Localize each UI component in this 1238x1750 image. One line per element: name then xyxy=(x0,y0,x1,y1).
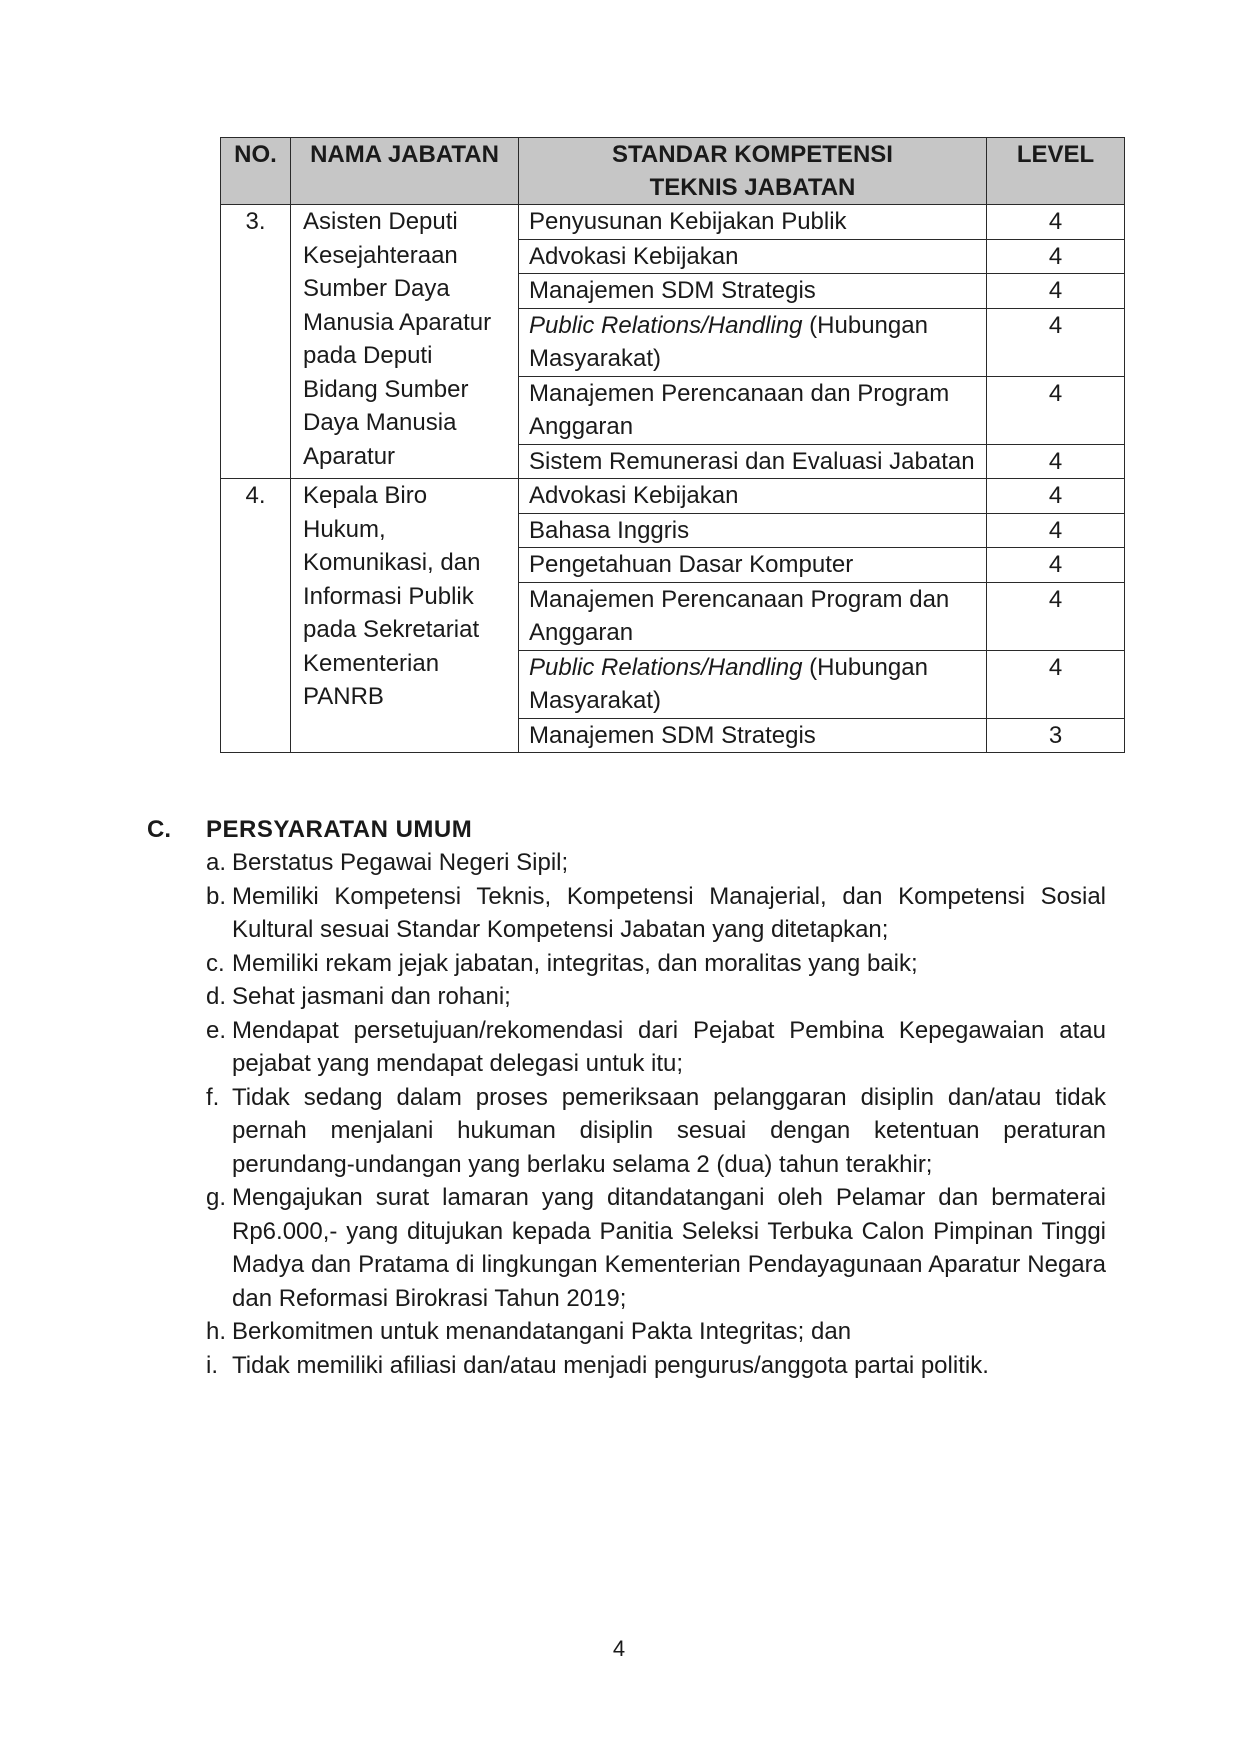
competency-level: 4 xyxy=(987,308,1125,376)
competency-standard xyxy=(519,479,987,514)
list-item-text: Memiliki rekam jejak jabatan, integritas, dan moralitas yang baik; xyxy=(232,949,918,977)
competency-standard xyxy=(519,548,987,583)
header-standar-line2: TEKNIS JABATAN xyxy=(649,174,856,201)
list-item-letter: i. xyxy=(206,1351,218,1379)
list-item-text: Berstatus Pegawai Negeri Sipil; xyxy=(232,849,569,876)
competency-text: Manajemen Perencanaan Program dan Anggaran xyxy=(529,585,950,646)
list-item-letter: f. xyxy=(206,1083,220,1111)
competency-text: Manajemen SDM Strategis xyxy=(529,721,816,749)
competency-standard xyxy=(519,582,987,650)
page-number: 4 xyxy=(612,1636,626,1661)
row-number: 4. xyxy=(221,479,291,753)
list-item-text: Tidak sedang dalam proses pemeriksaan pelanggaran disiplin dan/atau tidak pernah menjalani hukuman disiplin sesuai dengan ketentuan peraturan perundang-undangan yang berlaku selama 2 (dua) tahun terakhir; xyxy=(232,1083,1106,1178)
competency-standard xyxy=(519,376,987,444)
list-item-letter: d. xyxy=(206,983,227,1010)
list-item-letter: c. xyxy=(206,949,225,977)
list-item-text: Mengajukan surat lamaran yang ditandatangani oleh Pelamar dan bermaterai Rp6.000,- yang ditujukan kepada Panitia Seleksi Terbuka Calon Pimpinan Tinggi Madya dan Pratama di lingkungan Kementerian Pendayagunaan Aparatur Negara dan Reformasi Birokrasi Tahun 2019; xyxy=(232,1184,1106,1312)
competency-italic-term: Public Relations/Handling xyxy=(529,311,803,339)
header-no: NO. xyxy=(221,138,291,205)
header-standar-line1: STANDAR KOMPETENSI xyxy=(612,141,893,168)
list-item-text: Sehat jasmani dan rohani; xyxy=(232,983,511,1010)
list-item-text: Tidak memiliki afiliasi dan/atau menjadi pengurus/anggota partai politik. xyxy=(232,1351,989,1379)
list-item xyxy=(206,980,1106,1014)
table-body xyxy=(221,205,1125,753)
section-letter: C. xyxy=(147,816,171,843)
competency-text: Pengetahuan Dasar Komputer xyxy=(529,551,854,578)
list-item xyxy=(206,880,1106,947)
table-header-row xyxy=(221,138,1125,205)
competency-level: 4 xyxy=(987,239,1125,274)
competency-text: Penyusunan Kebijakan Publik xyxy=(529,208,847,235)
competency-standard xyxy=(519,308,987,376)
competency-level: 3 xyxy=(987,718,1125,753)
competency-level: 4 xyxy=(987,650,1125,718)
list-item-letter: a. xyxy=(206,849,227,876)
list-item xyxy=(206,1315,1106,1349)
list-item-letter: e. xyxy=(206,1016,227,1044)
competency-text: (Hubungan Masyarakat) xyxy=(529,653,928,714)
competency-standard xyxy=(519,718,987,753)
competency-text: Advokasi Kebijakan xyxy=(529,482,739,509)
competency-level: 4 xyxy=(987,513,1125,548)
position-name: Kepala Biro Hukum, Komunikasi, dan Informasi Publik pada Sekretariat Kementerian PANRB xyxy=(291,479,519,753)
competency-level: 4 xyxy=(987,582,1125,650)
competency-standard xyxy=(519,650,987,718)
list-item xyxy=(206,1349,1106,1383)
list-item xyxy=(206,846,1106,880)
list-item-text: Memiliki Kompetensi Teknis, Kompetensi Manajerial, dan Kompetensi Sosial Kultural sesuai Standar Kompetensi Jabatan yang ditetapkan; xyxy=(232,882,1106,943)
competency-text: Bahasa Inggris xyxy=(529,516,690,544)
header-standar-kompetensi xyxy=(519,138,987,205)
list-item xyxy=(206,947,1106,981)
list-item-letter: b. xyxy=(206,882,227,910)
requirements-list xyxy=(206,846,1106,1382)
competency-level: 4 xyxy=(987,376,1125,444)
list-item-text: Mendapat persetujuan/rekomendasi dari Pejabat Pembina Kepegawaian atau pejabat yang mendapat delegasi untuk itu; xyxy=(232,1016,1106,1077)
competency-level: 4 xyxy=(987,479,1125,514)
competency-italic-term: Public Relations/Handling xyxy=(529,653,803,681)
competency-text: Sistem Remunerasi dan Evaluasi Jabatan xyxy=(529,447,975,475)
competency-text: Advokasi Kebijakan xyxy=(529,242,739,270)
competency-text: Manajemen SDM Strategis xyxy=(529,277,816,304)
list-item xyxy=(206,1181,1106,1315)
competency-standard xyxy=(519,444,987,479)
competency-standard xyxy=(519,239,987,274)
competency-level: 4 xyxy=(987,274,1125,309)
table-row xyxy=(221,205,1125,240)
competency-table xyxy=(220,137,1125,753)
header-level: LEVEL xyxy=(987,138,1125,205)
list-item-text: Berkomitmen untuk menandatangani Pakta Integritas; dan xyxy=(232,1318,852,1345)
competency-text: (Hubungan Masyarakat) xyxy=(529,311,928,372)
competency-level: 4 xyxy=(987,444,1125,479)
competency-level: 4 xyxy=(987,548,1125,583)
header-nama-jabatan: NAMA JABATAN xyxy=(291,138,519,205)
section-title: PERSYARATAN UMUM xyxy=(206,816,473,843)
list-item xyxy=(206,1081,1106,1182)
competency-standard xyxy=(519,513,987,548)
competency-standard xyxy=(519,274,987,309)
competency-standard xyxy=(519,205,987,240)
competency-level: 4 xyxy=(987,205,1125,240)
table-row xyxy=(221,479,1125,514)
list-item-letter: h. xyxy=(206,1318,227,1345)
competency-text: Manajemen Perencanaan dan Program Anggaran xyxy=(529,379,950,440)
row-number: 3. xyxy=(221,205,291,479)
list-item-letter: g. xyxy=(206,1184,227,1211)
list-item xyxy=(206,1014,1106,1081)
position-name: Asisten Deputi Kesejahteraan Sumber Daya Manusia Aparatur pada Deputi Bidang Sumber Daya Manusia Aparatur xyxy=(291,205,519,479)
